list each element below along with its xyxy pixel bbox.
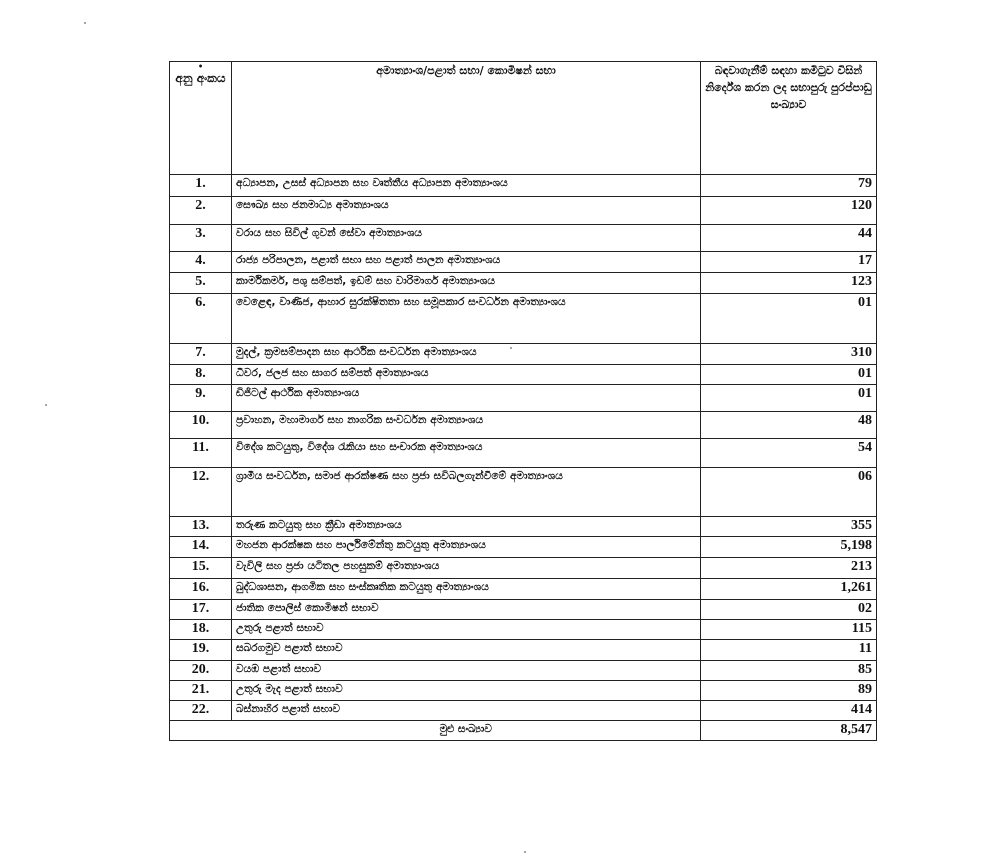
- row-vacancy-count: 213: [701, 558, 877, 579]
- header-dot-mark: •: [197, 61, 204, 71]
- row-serial-number: 2.: [170, 197, 232, 225]
- row-institution-name: වරාය සහ සිවිල් ගුවන් සේවා අමාත්‍යාංශය: [232, 225, 701, 252]
- scan-speck: [510, 347, 512, 349]
- header-institution: අමාත්‍යාංශ/පළාත් සභා/ කොමිෂන් සභා: [232, 62, 701, 175]
- row-vacancy-count: 5,198: [701, 537, 877, 558]
- row-serial-number: 6.: [170, 294, 232, 344]
- total-row: [170, 721, 877, 741]
- row-institution-name: මුදල්, ක්‍රමසම්පාදන සහ ආර්ථික සංවර්ධන අමාත්‍යාංශය: [232, 344, 701, 365]
- table-row: [170, 661, 877, 681]
- row-institution-name: ඩිජිටල් ආර්ථික අමාත්‍යාංශය: [232, 385, 701, 412]
- row-serial-number: 9.: [170, 385, 232, 412]
- row-institution-name: සෞඛ්‍ය සහ ජනමාධ්‍ය අමාත්‍යාංශය: [232, 197, 701, 225]
- row-vacancy-count: 120: [701, 197, 877, 225]
- row-vacancy-count: 54: [701, 439, 877, 468]
- row-vacancy-count: 01: [701, 385, 877, 412]
- row-institution-name: ධීවර, ජලජ සහ සාගර සම්පත් අමාත්‍යාංශය: [232, 365, 701, 385]
- row-institution-name: උතුරු පළාත් සභාව: [232, 620, 701, 640]
- row-vacancy-count: 44: [701, 225, 877, 252]
- row-institution-name: මහජන ආරක්ෂක සහ පාර්ලිමේන්තු කටයුතු අමාත්‍යාංශය: [232, 537, 701, 558]
- row-vacancy-count: 355: [701, 517, 877, 537]
- table-row: [170, 344, 877, 365]
- row-institution-name: ජාතික පොලිස් කොමිෂන් සභාව: [232, 600, 701, 620]
- row-serial-number: 11.: [170, 439, 232, 468]
- row-serial-number: 22.: [170, 701, 232, 721]
- table-row: [170, 558, 877, 579]
- row-institution-name: වෙළෙඳ, වාණිජ, ආහාර සුරක්ෂිතතා සහ සමූපකාර සංවර්ධන අමාත්‍යාංශය: [232, 294, 701, 344]
- table-row: [170, 225, 877, 252]
- total-blank-cell: [170, 721, 232, 741]
- row-serial-number: 19.: [170, 640, 232, 661]
- row-institution-name: ප්‍රවාහන, මහාමාර්ග සහ නාගරික සංවර්ධන අමාත්‍යාංශය: [232, 412, 701, 439]
- row-vacancy-count: 17: [701, 252, 877, 273]
- table-row: [170, 517, 877, 537]
- row-vacancy-count: 1,261: [701, 579, 877, 600]
- row-institution-name: සබරගමුව පළාත් සභාව: [232, 640, 701, 661]
- header-serial-number: [170, 62, 232, 175]
- row-vacancy-count: 414: [701, 701, 877, 721]
- header-serial-number-label: අනු අංකය: [175, 71, 226, 85]
- row-vacancy-count: 11: [701, 640, 877, 661]
- row-vacancy-count: 89: [701, 681, 877, 701]
- row-serial-number: 15.: [170, 558, 232, 579]
- row-serial-number: 16.: [170, 579, 232, 600]
- row-vacancy-count: 06: [701, 468, 877, 517]
- row-vacancy-count: 85: [701, 661, 877, 681]
- table-row: [170, 412, 877, 439]
- table-row: [170, 681, 877, 701]
- table-row: [170, 294, 877, 344]
- row-institution-name: වයඹ පළාත් සභාව: [232, 661, 701, 681]
- row-vacancy-count: 123: [701, 273, 877, 294]
- table-row: [170, 439, 877, 468]
- scan-speck: [84, 22, 86, 24]
- row-serial-number: 10.: [170, 412, 232, 439]
- vacancies-table: [169, 61, 877, 741]
- row-institution-name: බුද්ධශාසන, ආගමික සහ සංස්කෘතික කටයුතු අමාත්‍යාංශය: [232, 579, 701, 600]
- table-row: [170, 385, 877, 412]
- table-row: [170, 252, 877, 273]
- table-row: [170, 640, 877, 661]
- table-body: [170, 175, 877, 721]
- row-serial-number: 21.: [170, 681, 232, 701]
- scan-speck: [524, 851, 526, 853]
- table-row: [170, 537, 877, 558]
- row-institution-name: අධ්‍යාපන, උසස් අධ්‍යාපන සහ වෘත්තීය අධ්‍යාපන අමාත්‍යාංශය: [232, 175, 701, 197]
- row-institution-name: කාර්මිකර්ම, පශු සම්පත්, ඉඩම් සහ වාරිමාර්ග අමාත්‍යාංශය: [232, 273, 701, 294]
- table-row: [170, 365, 877, 385]
- row-serial-number: 12.: [170, 468, 232, 517]
- row-serial-number: 3.: [170, 225, 232, 252]
- row-serial-number: 1.: [170, 175, 232, 197]
- table-row: [170, 468, 877, 517]
- table-row: [170, 273, 877, 294]
- row-serial-number: 4.: [170, 252, 232, 273]
- table-row: [170, 701, 877, 721]
- row-serial-number: 13.: [170, 517, 232, 537]
- row-serial-number: 17.: [170, 600, 232, 620]
- row-serial-number: 7.: [170, 344, 232, 365]
- row-institution-name: රාජ්‍ය පරිපාලන, පළාත් සභා සහ පළාත් පාලන අමාත්‍යාංශය: [232, 252, 701, 273]
- row-institution-name: තරුණ කටයුතු සහ ක්‍රීඩා අමාත්‍යාංශය: [232, 517, 701, 537]
- row-vacancy-count: 115: [701, 620, 877, 640]
- row-institution-name: ග්‍රාමීය සංවර්ධන, සමාජ ආරක්ෂණ සහ ප්‍රජා සවිබලගැන්වීමේ අමාත්‍යාංශය: [232, 468, 701, 517]
- row-vacancy-count: 310: [701, 344, 877, 365]
- scan-speck: [45, 404, 47, 406]
- row-vacancy-count: 79: [701, 175, 877, 197]
- row-vacancy-count: 02: [701, 600, 877, 620]
- row-serial-number: 20.: [170, 661, 232, 681]
- row-vacancy-count: 48: [701, 412, 877, 439]
- table-row: [170, 175, 877, 197]
- table-row: [170, 600, 877, 620]
- row-institution-name: උතුරු මැද පළාත් සභාව: [232, 681, 701, 701]
- row-serial-number: 8.: [170, 365, 232, 385]
- header-recommended-count: බඳවාගැනීම් සඳහා කමිටුව විසින් නිර්දේශ කරන ලද සභාපුරු පුරප්පාඩු සංඛ්‍යාව: [701, 62, 877, 175]
- row-vacancy-count: 01: [701, 365, 877, 385]
- total-label: මුළු සංඛ්‍යාව: [232, 721, 701, 741]
- row-institution-name: වැවිලි සහ ප්‍රජා යටිතල පහසුකම් අමාත්‍යාංශය: [232, 558, 701, 579]
- table-row: [170, 579, 877, 600]
- row-institution-name: විදේශ කටයුතු, විදේශ රැකියා සහ සංචාරක අමාත්‍යාංශය: [232, 439, 701, 468]
- row-serial-number: 5.: [170, 273, 232, 294]
- table-header-row: [170, 62, 877, 175]
- row-serial-number: 14.: [170, 537, 232, 558]
- total-count: 8,547: [701, 721, 877, 741]
- row-vacancy-count: 01: [701, 294, 877, 344]
- table-row: [170, 197, 877, 225]
- row-institution-name: බස්නාහිර පළාත් සභාව: [232, 701, 701, 721]
- table-row: [170, 620, 877, 640]
- row-serial-number: 18.: [170, 620, 232, 640]
